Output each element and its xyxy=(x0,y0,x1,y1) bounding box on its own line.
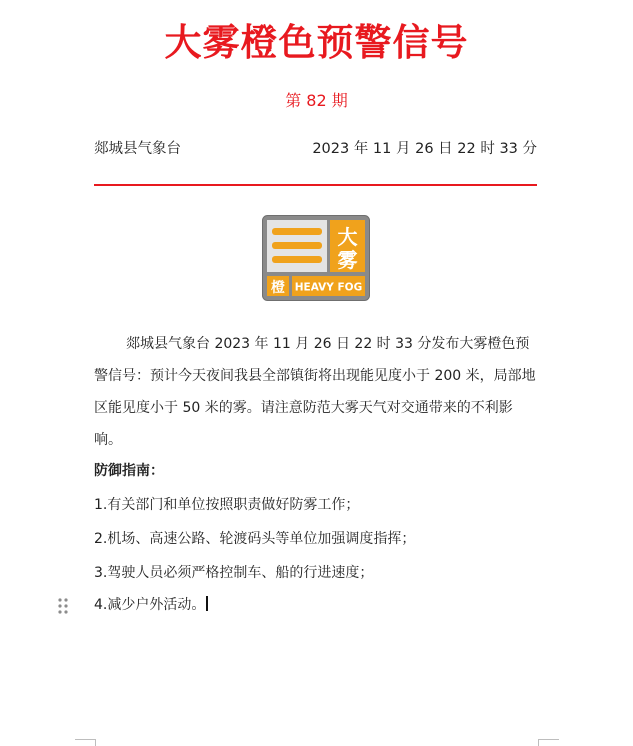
drag-handle-icon[interactable] xyxy=(57,597,69,615)
signal-level-char: 橙 xyxy=(271,280,285,296)
guide-item: 3.驾驶人员必须严格控制车、船的行进速度； xyxy=(94,565,374,581)
header-divider xyxy=(94,184,537,186)
text-cursor xyxy=(206,596,208,611)
signal-bar-1 xyxy=(272,228,322,235)
issue-datetime: 2023 年 11 月 26 日 22 时 33 分 xyxy=(312,141,537,157)
guide-item-text: 4.减少户外活动。 xyxy=(94,597,206,613)
meta-row xyxy=(94,138,537,160)
document-title: 大雾橙色预警信号 xyxy=(164,21,469,64)
intro-paragraph: 郯城县气象台 2023 年 11 月 26 日 22 时 33 分发布大雾橙色预警信号：预计今天夜间我县全部镇街将出现能见度小于 200 米，局部地区能见度小于 50 米的雾。请注意防范大雾天气对交通带来的不利影响。 xyxy=(94,336,536,448)
guide-item-last[interactable] xyxy=(94,593,540,617)
guide-item: 1.有关部门和单位按照职责做好防雾工作； xyxy=(94,497,360,513)
guide-item: 2.机场、高速公路、轮渡码头等单位加强调度指挥； xyxy=(94,531,416,547)
heavy-fog-orange-warning-icon xyxy=(262,215,370,301)
signal-char-bottom: 雾 xyxy=(337,248,358,272)
issuer: 郯城县气象台 xyxy=(94,141,181,157)
signal-bar-3 xyxy=(272,256,322,263)
guide-heading: 防御指南： xyxy=(94,463,164,479)
signal-english: HEAVY FOG xyxy=(294,281,363,294)
signal-char-top: 大 xyxy=(337,225,358,249)
signal-bar-2 xyxy=(272,242,322,249)
issue-number: 第 82 期 xyxy=(285,91,348,110)
